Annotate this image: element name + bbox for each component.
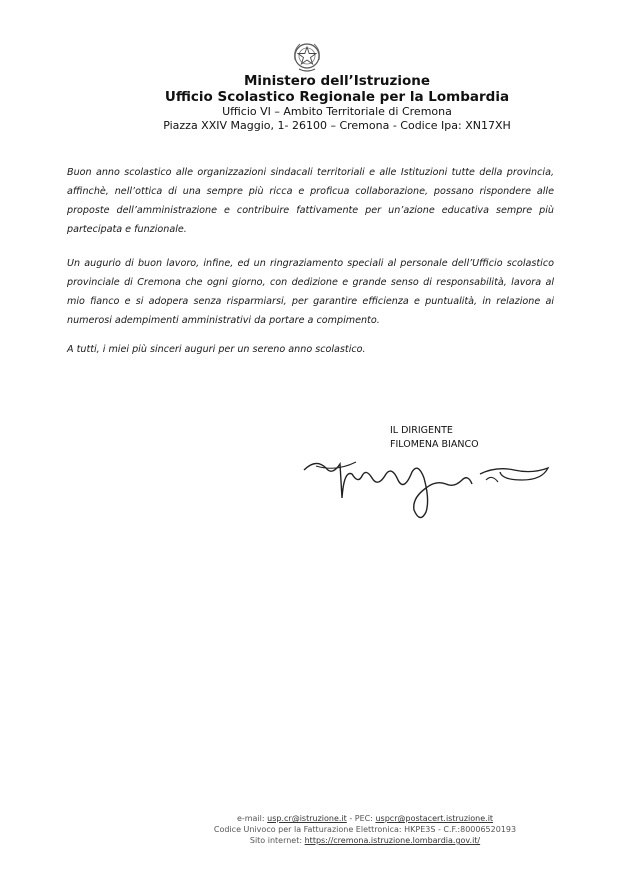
- sub-office-name: Ufficio VI – Ambito Territoriale di Cremona: [222, 105, 452, 118]
- ministry-name: Ministero dell’Istruzione: [243, 73, 431, 89]
- footer-invoice-info: Codice Univoco per la Fatturazione Elettronica: HKPE3S - C.F.:80006520193: [213, 825, 517, 834]
- pec-link[interactable]: uspcr@postacert.istruzione.it: [375, 814, 494, 823]
- paragraph-1: Buon anno scolastico alle organizzazioni sindacali territoriali e alle Istituzioni tutte della provincia, affinchè, nell’ottica di una sempre più ricca e proficua collaborazione, possano rispondere alle proposte dell’amministrazione e contribuire fattivamente per un’azione educativa sempre più partecipata e funzionale.: [67, 167, 554, 235]
- website-link[interactable]: https://cremona.istruzione.lombardia.gov.it/: [304, 836, 481, 845]
- regional-office-name: Ufficio Scolastico Regionale per la Lombardia: [164, 89, 510, 105]
- signer-name: FILOMENA BIANCO: [390, 439, 479, 450]
- letterhead: [0, 73, 620, 133]
- footer-contacts: e-mail: usp.cr@istruzione.it - PEC: uspcr@postacert.istruzione.it: [236, 814, 494, 823]
- tax-code: 80006520193: [460, 825, 517, 834]
- invoice-code: HKPE3S: [404, 825, 436, 834]
- signer-role: IL DIRIGENTE: [390, 425, 453, 436]
- email-link[interactable]: usp.cr@istruzione.it: [267, 814, 347, 823]
- document-footer: [0, 813, 620, 846]
- paragraph-3: A tutti, i miei più sinceri auguri per un sereno anno scolastico.: [67, 344, 366, 355]
- italian-republic-emblem-icon: [290, 38, 324, 74]
- paragraph-2: Un augurio di buon lavoro, infine, ed un ringraziamento speciali al personale dell’Ufficio scolastico provinciale di Cremona che ogni giorno, con dedizione e grande senso di responsabilità, lavora al mio fianco e si adopera senza risparmiarsi, per garantire efficienza e puntualità, in relazione ai numerosi adempimenti amministrativi da portare a compimento.: [67, 258, 554, 326]
- office-address: Piazza XXIV Maggio, 1- 26100 – Cremona - Codice Ipa: XN17XH: [163, 119, 511, 132]
- footer-website: Sito internet: https://cremona.istruzione.lombardia.gov.it/: [249, 836, 481, 845]
- handwritten-signature: [296, 440, 556, 530]
